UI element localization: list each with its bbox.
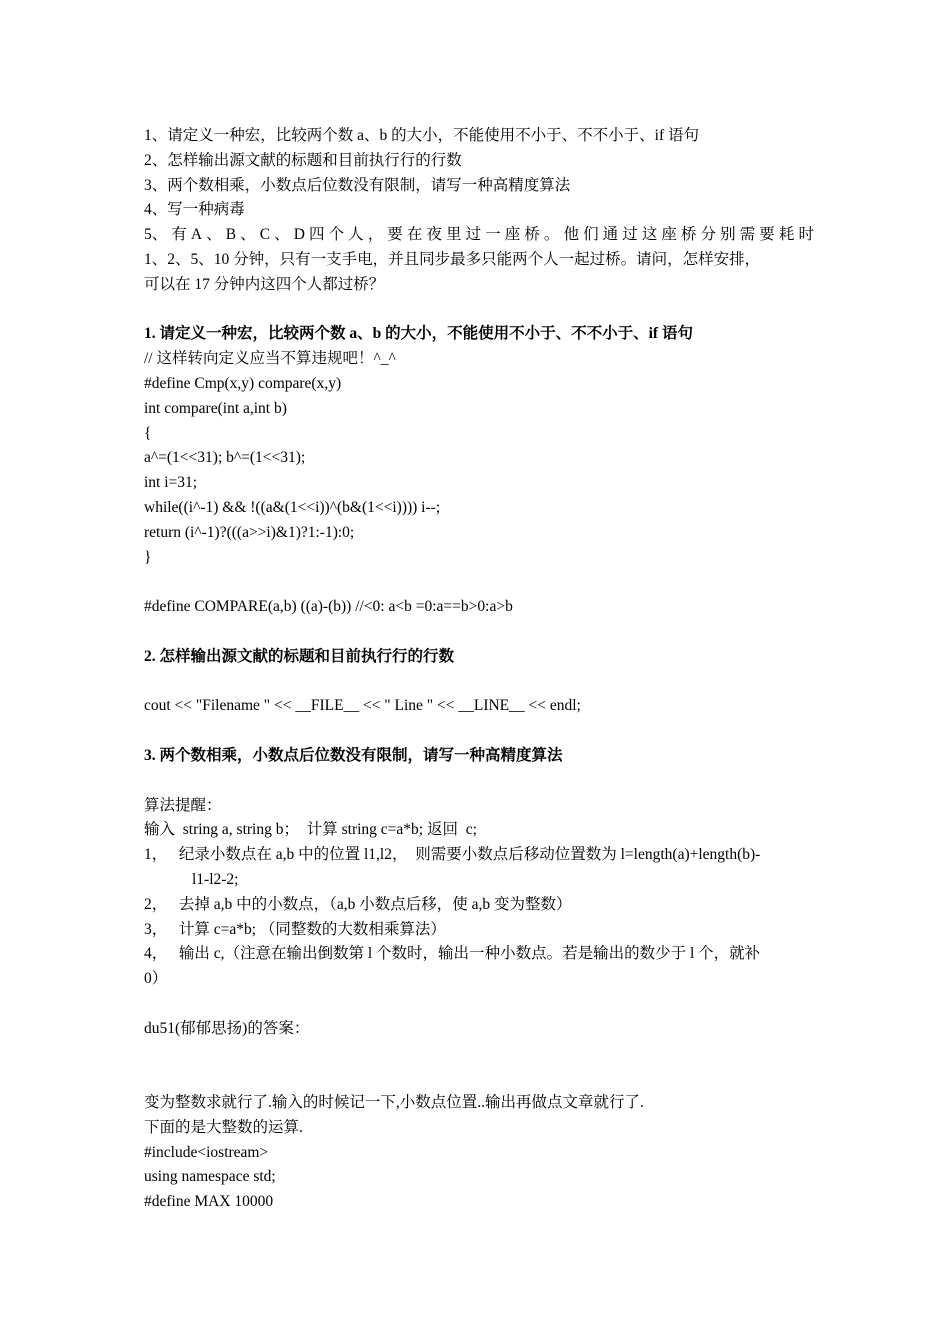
cout-code: cout << "Filename " << __FILE__ << " Line " << __LINE__ << endl;	[144, 697, 581, 715]
intro-line-5-glyph: 要	[387, 226, 403, 244]
intro-line-5-glyph: B	[225, 226, 237, 244]
intro-line-5-glyph: 、	[274, 226, 290, 244]
intro-line-5-glyph: 过	[622, 226, 638, 244]
code-line: return (i^-1)?(((a>>i)&1)?1:-1):0;	[144, 523, 355, 541]
code-line: }	[144, 548, 152, 566]
intro-line-5-glyph: 夜	[426, 226, 442, 244]
intro-line-5-glyph: 座	[504, 226, 521, 244]
intro-line-5-glyph: 分	[700, 226, 717, 244]
intro-line-5-glyph: 桥	[680, 226, 697, 244]
intro-line-6: 1、2、5、10 分钟，只有一支手电，并且同步最多只能两个人一起过桥。请问，怎样安排，	[144, 250, 761, 268]
intro-line-5-glyph: 、	[240, 226, 256, 244]
answer-line: #define MAX 10000	[144, 1193, 274, 1211]
intro-line-5-glyph: 在	[406, 226, 423, 244]
algorithm-step-4: 4， 输出 c,（注意在输出倒数第 l 个数时，输出一种小数点。若是输出的数少于 l 个，就补	[144, 945, 761, 963]
compare-macro: #define COMPARE(a,b) ((a)-(b)) //<0: a<b =0:a==b>0:a>b	[144, 598, 513, 616]
code-line: a^=(1<<31); b^=(1<<31);	[144, 449, 306, 467]
algorithm-io: 输入 string a, string b； 计算 string c=a*b; 返回 c;	[144, 821, 477, 839]
section-3-heading: 3. 两个数相乘，小数点后位数没有限制，请写一种高精度算法	[144, 746, 563, 764]
intro-line-3: 3、两个数相乘，小数点后位数没有限制，请写一种高精度算法	[144, 176, 571, 194]
intro-line-5-glyph: 们	[583, 226, 599, 244]
intro-line-5-glyph: 耗	[778, 226, 795, 244]
intro-line-5-glyph: 他	[563, 226, 580, 244]
answer-line: 下面的是大整数的运算.	[144, 1118, 303, 1136]
answer-line: using namespace std;	[144, 1168, 276, 1186]
intro-line-5-glyph: 这	[641, 226, 658, 244]
answer-label: du51(郁郁思扬)的答案：	[144, 1019, 310, 1037]
code-line: {	[144, 424, 152, 442]
intro-line-5-glyph: D	[293, 226, 305, 244]
intro-line-5-glyph: 要	[759, 226, 775, 244]
intro-line-5	[144, 223, 814, 248]
intro-line-5-glyph: 时	[798, 226, 814, 244]
intro-line-5-glyph: C	[259, 226, 271, 244]
code-line: while((i^-1) && !((a&(1<<i))^(b&(1<<i)))) i--;	[144, 498, 441, 516]
intro-line-5-glyph: 有	[171, 226, 187, 244]
algorithm-step-3: 3， 计算 c=a*b; （同整数的大数相乘算法）	[144, 920, 446, 938]
intro-line-5-glyph: 别	[720, 226, 736, 244]
intro-line-7: 可以在 17 分钟内这四个人都过桥？	[144, 275, 385, 293]
intro-line-5-glyph: 、	[206, 226, 222, 244]
document-page	[144, 124, 824, 1215]
algorithm-step-4-cont: 0）	[144, 970, 168, 988]
intro-line-5-glyph: 桥	[524, 226, 540, 244]
intro-line-5-glyph: 5、	[144, 226, 168, 244]
code-line: // 这样转向定义应当不算违规吧！^_^	[144, 350, 396, 368]
answer-line: #include<iostream>	[144, 1143, 269, 1161]
intro-line-5-glyph: 四	[308, 226, 325, 244]
intro-line-5-glyph: 座	[661, 226, 677, 244]
intro-line-5-glyph: A	[190, 226, 203, 244]
algorithm-step-1-cont: l1-l2-2;	[192, 870, 239, 888]
code-line: int compare(int a,int b)	[144, 399, 287, 417]
intro-line-5-glyph: ，	[367, 226, 384, 244]
intro-line-5-glyph: 通	[602, 226, 619, 244]
intro-line-5-glyph: 个	[328, 226, 345, 244]
algorithm-hint: 算法提醒：	[144, 796, 222, 814]
answer-line: 变为整数求就行了.输入的时候记一下,小数点位置..输出再做点文章就行了.	[144, 1094, 644, 1112]
code-line: int i=31;	[144, 474, 198, 492]
algorithm-step-2: 2， 去掉 a,b 中的小数点，（a,b 小数点后移，使 a,b 变为整数）	[144, 895, 572, 913]
algorithm-step-1: 1， 纪录小数点在 a,b 中的位置 l1,l2， 则需要小数点后移动位置数为 l=length(a)+length(b)-	[144, 846, 761, 864]
intro-line-5-glyph: 一	[485, 226, 501, 244]
code-line: #define Cmp(x,y) compare(x,y)	[144, 374, 342, 392]
intro-line-5-glyph: 里	[446, 226, 462, 244]
intro-line-5-glyph: 。	[543, 226, 560, 244]
intro-line-1: 1、请定义一种宏，比较两个数 a、b 的大小，不能使用不小于、不不小于、if 语句	[144, 127, 699, 144]
intro-line-2: 2、怎样输出源文献的标题和目前执行行的行数	[144, 151, 462, 169]
intro-line-5-glyph: 人	[348, 226, 364, 244]
intro-line-5-glyph: 过	[465, 226, 482, 244]
intro-line-4: 4、写一种病毒	[144, 201, 245, 219]
section-1-heading: 1. 请定义一种宏，比较两个数 a、b 的大小，不能使用不小于、不不小于、if 语句	[144, 325, 693, 343]
section-2-heading: 2. 怎样输出源文献的标题和目前执行行的行数	[144, 647, 455, 665]
intro-line-5-glyph: 需	[739, 226, 756, 244]
